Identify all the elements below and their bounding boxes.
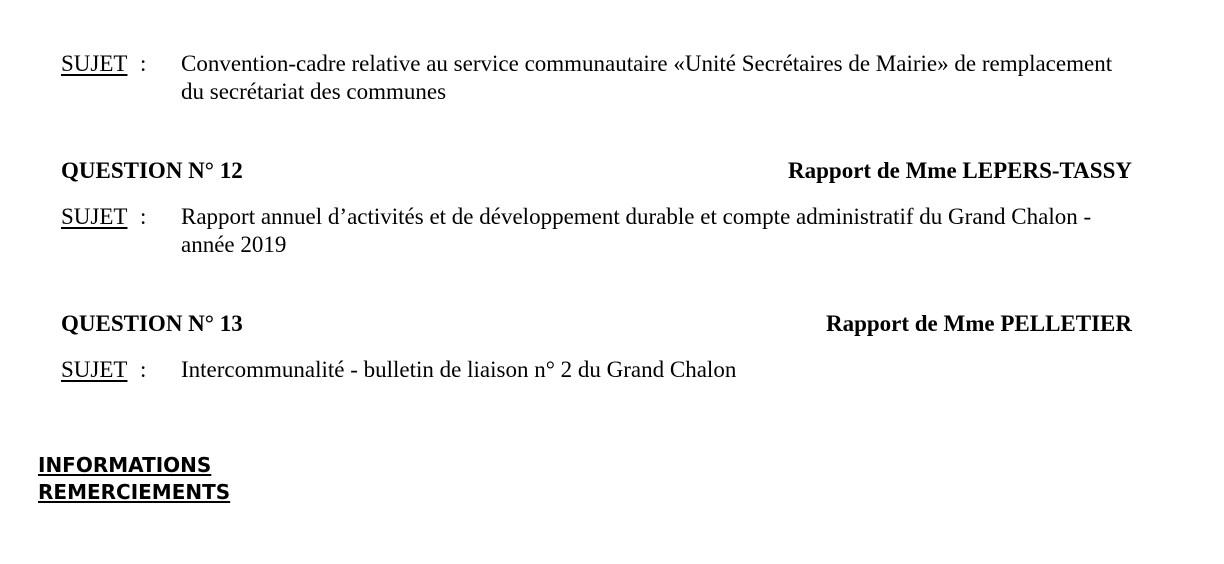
question-rapporteur: Rapport de Mme LEPERS-TASSY: [788, 158, 1132, 183]
informations-heading: INFORMATIONS: [38, 453, 212, 477]
sujet-label: SUJET: [61, 51, 128, 76]
sujet-block-11: [61, 50, 1136, 106]
sujet-label: SUJET: [61, 357, 128, 382]
question-title: QUESTION N° 13: [61, 311, 243, 336]
question-title: QUESTION N° 12: [61, 158, 243, 183]
sujet-separator: :: [140, 357, 147, 382]
question-header-13: [61, 309, 1132, 339]
sujet-block-12: [61, 203, 1136, 259]
question-header-12: [61, 156, 1132, 186]
sujet-block-13: [61, 356, 1136, 384]
sujet-separator: :: [140, 51, 147, 76]
sujet-separator: :: [140, 204, 147, 229]
sujet-text: Intercommunalité - bulletin de liaison n° 2 du Grand Chalon: [181, 357, 737, 382]
remerciements-heading: REMERCIEMENTS: [38, 480, 231, 504]
sujet-text: Convention-cadre relative au service communautaire «Unité Secrétaires de Mairie» de remplacement du secrétariat des communes: [181, 51, 1113, 104]
sujet-label: SUJET: [61, 204, 128, 229]
question-rapporteur: Rapport de Mme PELLETIER: [825, 311, 1132, 336]
sujet-text: Rapport annuel d’activités et de développement durable et compte administratif du Grand Chalon - année 2019: [181, 204, 1092, 257]
